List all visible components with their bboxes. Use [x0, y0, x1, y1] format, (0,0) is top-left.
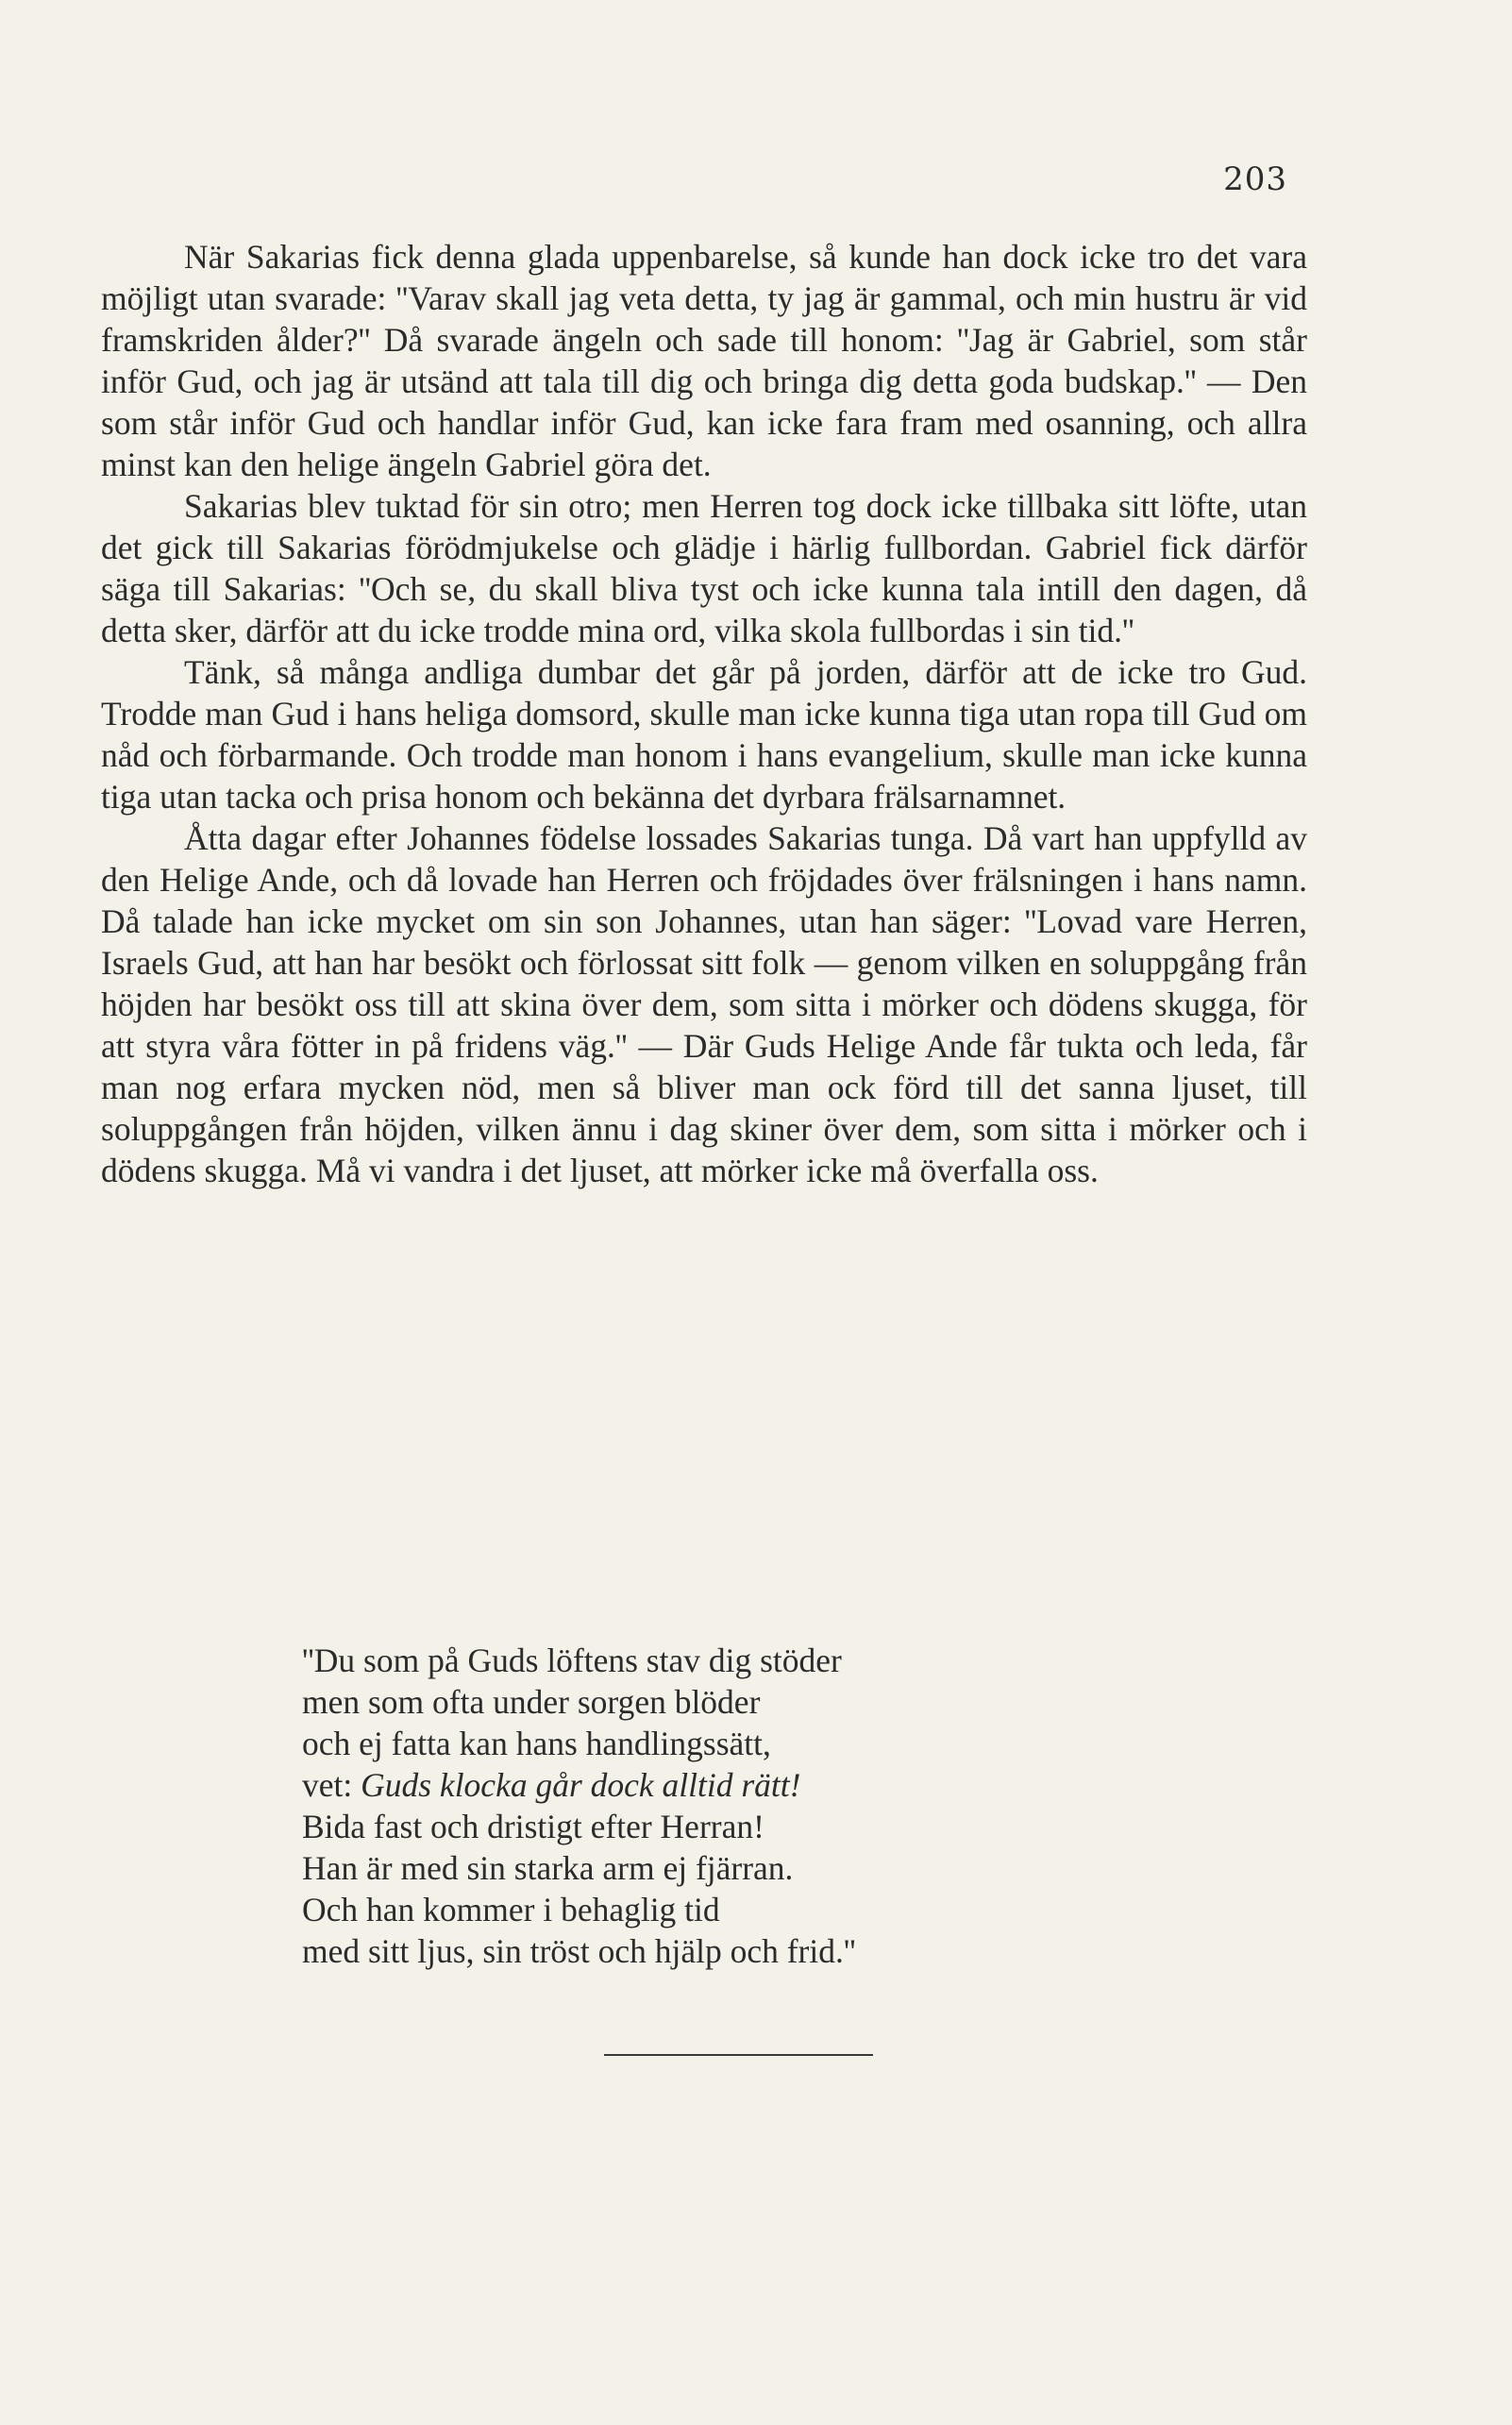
- paragraph-3: Tänk, så många andliga dumbar det går på jorden, därför att de icke tro Gud. Trodde man Gud i hans heliga domsord, skulle man icke kunna tiga utan ropa till Gud om nåd och förbarmande. Och trodde man honom i hans evangelium, skulle man icke kunna tiga utan tacka och prisa honom och bekänna det dyrbara frälsarnamnet.: [101, 653, 1307, 816]
- poem-line-7: Och han kommer i behaglig tid: [302, 1891, 720, 1928]
- poem-line-6: Han är med sin starka arm ej fjärran.: [302, 1849, 794, 1887]
- poem-line-4-prefix: vet:: [302, 1766, 361, 1804]
- paragraph-2: Sakarias blev tuktad för sin otro; men Herren tog dock icke tillbaka sitt löfte, utan det gick till Sakarias förödmjukelse och glädje i härlig fullbordan. Gabriel fick därför säga till Sakarias: ''Och se, du skall bliva tyst och icke kunna tala intill den dagen, då detta sker, därför att du icke trodde mina ord, vilka skola fullbordas i sin tid.'': [101, 487, 1307, 649]
- page-number: 203: [1223, 160, 1287, 198]
- poem-line-1: ''Du som på Guds löftens stav dig stöder: [302, 1642, 842, 1679]
- poem: [302, 1640, 1151, 1972]
- section-divider: [604, 2054, 873, 2056]
- poem-line-4: [302, 1764, 1151, 1806]
- body-text: [101, 236, 1307, 1191]
- poem-line-4-emphasis: Guds klocka går dock alltid rätt!: [361, 1766, 801, 1804]
- poem-line-3: och ej fatta kan hans handlingssätt,: [302, 1725, 771, 1762]
- paragraph-4: Åtta dagar efter Johannes födelse lossades Sakarias tunga. Då vart han uppfylld av den Helige Ande, och då lovade han Herren och fröjdades över frälsningen i hans namn. Då talade han icke mycket om sin son Johannes, utan han säger: ''Lovad vare Herren, Israels Gud, att han har besökt och förlossat sitt folk — genom vilken en soluppgång från höjden har besökt oss till att skina över dem, som sitta i mörker och dödens skugga, för att styra våra fötter in på fridens väg.'' — Där Guds Helige Ande får tukta och leda, får man nog erfara mycken nöd, men så bliver man ock förd till det sanna ljuset, till soluppgången från höjden, vilken ännu i dag skiner över dem, som sitta i mörker och i dödens skugga. Må vi vandra i det ljuset, att mörker icke må överfalla oss.: [101, 819, 1307, 1189]
- poem-line-2: men som ofta under sorgen blöder: [302, 1683, 761, 1721]
- paragraph-1: När Sakarias fick denna glada uppenbarelse, så kunde han dock icke tro det vara möjligt utan svarade: ''Varav skall jag veta detta, ty jag är gammal, och min hustru är vid framskriden ålder?'' Då svarade ängeln och sade till honom: ''Jag är Gabriel, som står inför Gud, och jag är utsänd att tala till dig och bringa dig detta goda budskap.'' — Den som står inför Gud och handlar inför Gud, kan icke fara fram med osanning, och allra minst kan den helige ängeln Gabriel göra det.: [101, 238, 1307, 483]
- poem-line-8: med sitt ljus, sin tröst och hjälp och frid.'': [302, 1932, 856, 1970]
- poem-line-5: Bida fast och dristigt efter Herran!: [302, 1808, 764, 1845]
